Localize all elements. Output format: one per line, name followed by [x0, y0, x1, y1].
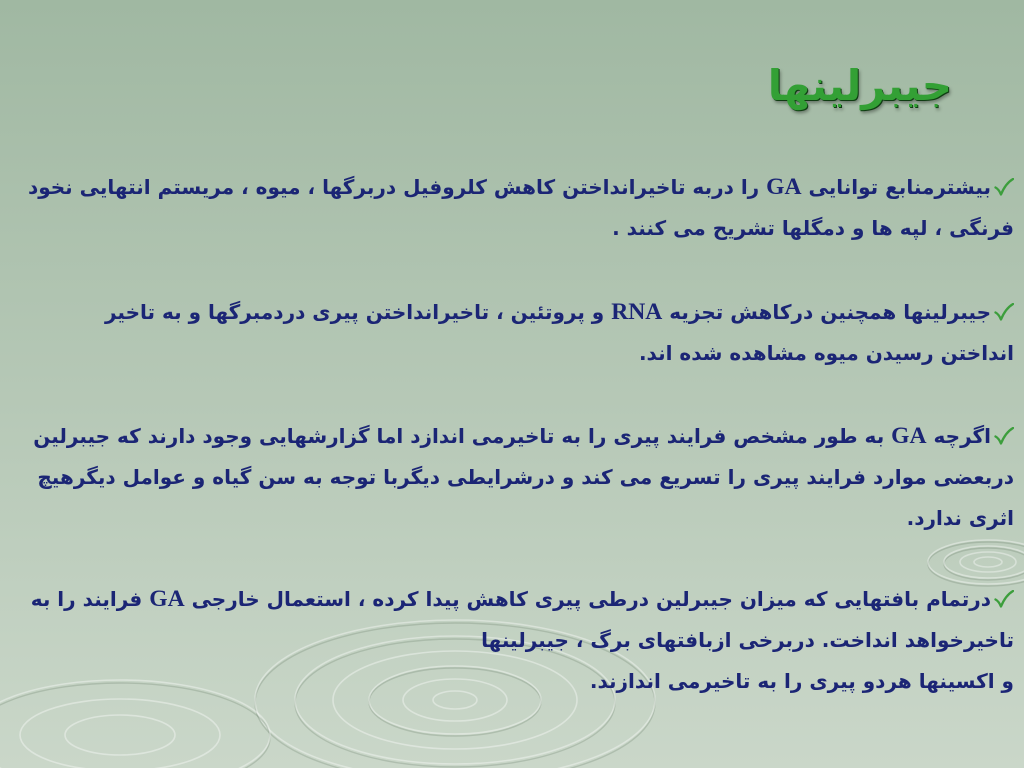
bullet-line	[12, 208, 1014, 249]
bullet-line	[12, 457, 1014, 498]
bullet-line	[12, 292, 1014, 333]
bullet-line	[12, 333, 1014, 374]
bullet-line	[12, 620, 1014, 661]
checkmark-icon	[994, 178, 1014, 196]
bullet-line-text: اثری ندارد.	[906, 506, 1014, 530]
bullet-item	[12, 292, 1014, 374]
bullet-line-text: دربعضی موارد فرایند پیری را تسریع می کند و درشرایطی دیگربا توجه به سن گیاه و عوامل دیگرهیچ	[37, 465, 1014, 489]
bullet-line-text: انداختن رسیدن میوه مشاهده شده اند.	[638, 341, 1014, 365]
bullet-line-text: جیبرلینها همچنین درکاهش تجزیه RNA و پروتئین ، تاخیرانداختن پیری دردمبرگها و به تاخیر	[104, 299, 991, 325]
bullet-line-text: اگرچه GA به طور مشخص فرایند پیری را به تاخیرمی اندازد اما گزارشهایی وجود دارند که جیبرلین	[33, 423, 991, 449]
slide-title: جیبرلینها	[767, 61, 952, 110]
bullet-line	[12, 167, 1014, 208]
bullet-item	[12, 579, 1014, 702]
checkmark-icon	[994, 303, 1014, 321]
bullet-line-text: فرنگی ، لپه ها و دمگلها تشریح می کنند .	[612, 216, 1014, 240]
bullet-line	[12, 498, 1014, 539]
bullet-line-text: درتمام بافتهایی که میزان جیبرلین درطی پیری کاهش پیدا کرده ، استعمال خارجی GA فرایند را به	[30, 586, 991, 612]
bullet-line	[12, 579, 1014, 620]
bullet-line-text: تاخیرخواهد انداخت. دربرخی ازبافتهای برگ ، جیبرلینها	[481, 628, 1014, 652]
checkmark-icon	[994, 427, 1014, 445]
bullet-line	[12, 416, 1014, 457]
bullet-line-text: و اکسینها هردو پیری را به تاخیرمی اندازند.	[589, 669, 1014, 693]
bullet-line	[12, 661, 1014, 702]
bullet-line-text: بیشترمنابع توانایی GA را دربه تاخیرانداختن کاهش کلروفیل دربرگها ، میوه ، مریستم انتهایی نخود	[27, 174, 991, 200]
bullet-item	[12, 416, 1014, 539]
checkmark-icon	[994, 590, 1014, 608]
bullet-item	[12, 167, 1014, 249]
